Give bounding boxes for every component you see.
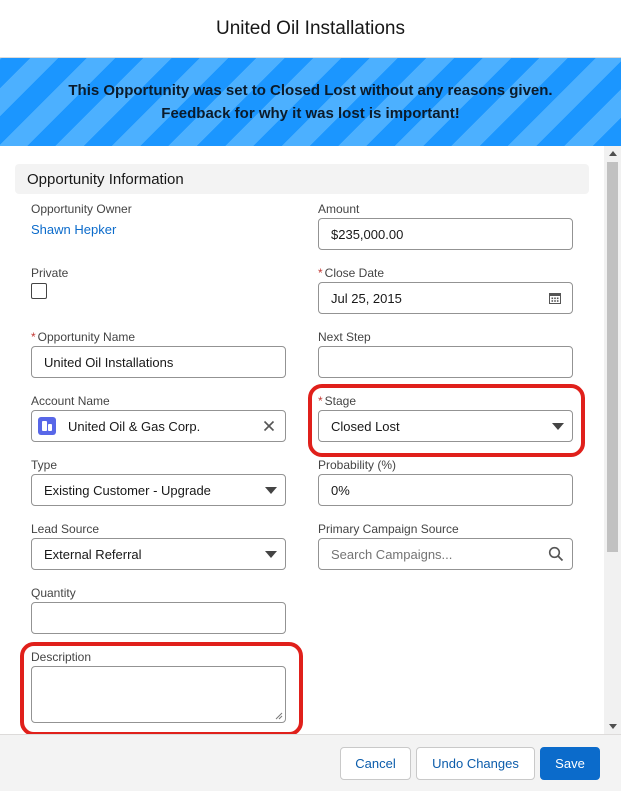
campaign-placeholder: Search Campaigns... (331, 546, 453, 562)
account-name-label: Account Name (31, 394, 110, 408)
lead-source-value: External Referral (44, 546, 142, 562)
owner-label: Opportunity Owner (31, 202, 132, 216)
stage-value: Closed Lost (331, 418, 400, 434)
amount-value: $235,000.00 (331, 226, 404, 242)
required-marker: * (318, 266, 323, 280)
amount-input[interactable] (318, 218, 573, 250)
search-icon[interactable] (548, 546, 564, 562)
type-label: Type (31, 458, 58, 472)
required-marker: * (318, 394, 323, 408)
close-date-label (318, 266, 384, 280)
account-name-value: United Oil & Gas Corp. (68, 418, 201, 434)
scroll-down-icon[interactable] (609, 724, 617, 729)
quantity-label: Quantity (31, 586, 76, 600)
section-title: Opportunity Information (27, 170, 184, 188)
scroll-thumb[interactable] (607, 162, 618, 552)
quantity-input[interactable] (31, 602, 286, 634)
banner-line-2: Feedback for why it was lost is important! (161, 105, 460, 122)
campaign-label: Primary Campaign Source (318, 522, 459, 536)
close-icon[interactable] (261, 418, 277, 434)
stage-label-text: Stage (324, 394, 357, 408)
scroll-up-icon[interactable] (609, 151, 617, 156)
amount-label: Amount (318, 202, 360, 216)
calendar-icon[interactable] (549, 292, 561, 304)
opportunity-name-label-text: Opportunity Name (37, 330, 136, 344)
warning-banner (0, 58, 621, 146)
type-select[interactable] (31, 474, 286, 506)
probability-input[interactable] (318, 474, 573, 506)
banner-line-1: This Opportunity was set to Closed Lost without any reasons given. (68, 82, 553, 99)
account-icon (38, 417, 56, 435)
campaign-search-input[interactable] (318, 538, 573, 570)
probability-value: 0% (331, 482, 350, 498)
next-step-label: Next Step (318, 330, 371, 344)
close-date-label-text: Close Date (324, 266, 385, 280)
private-checkbox[interactable] (31, 283, 47, 299)
type-value: Existing Customer - Upgrade (44, 482, 211, 498)
owner-link[interactable]: Shawn Hepker (31, 222, 117, 237)
undo-changes-button[interactable]: Undo Changes (416, 747, 535, 780)
stage-highlight-annotation (308, 384, 585, 457)
lead-source-label: Lead Source (31, 522, 100, 536)
probability-label: Probability (%) (318, 458, 397, 472)
chevron-down-icon (265, 551, 277, 558)
section-header[interactable] (15, 164, 589, 194)
scrollbar[interactable] (604, 146, 621, 734)
description-highlight-annotation (20, 642, 303, 734)
modal-title: United Oil Installations (215, 17, 406, 39)
account-name-input[interactable] (31, 410, 286, 442)
lead-source-select[interactable] (31, 538, 286, 570)
opportunity-name-label (31, 330, 135, 344)
required-marker: * (31, 330, 36, 344)
private-label: Private (31, 266, 69, 280)
chevron-down-icon (265, 487, 277, 494)
description-label: Description (31, 650, 92, 664)
modal-header (0, 0, 621, 58)
modal-body[interactable] (0, 146, 621, 734)
modal-footer (0, 734, 621, 791)
save-button[interactable]: Save (540, 747, 600, 780)
close-date-value: Jul 25, 2015 (331, 290, 402, 306)
close-date-input[interactable] (318, 282, 573, 314)
opportunity-name-input[interactable] (31, 346, 286, 378)
cancel-button[interactable]: Cancel (340, 747, 411, 780)
opportunity-name-value: United Oil Installations (44, 354, 174, 370)
next-step-input[interactable] (318, 346, 573, 378)
